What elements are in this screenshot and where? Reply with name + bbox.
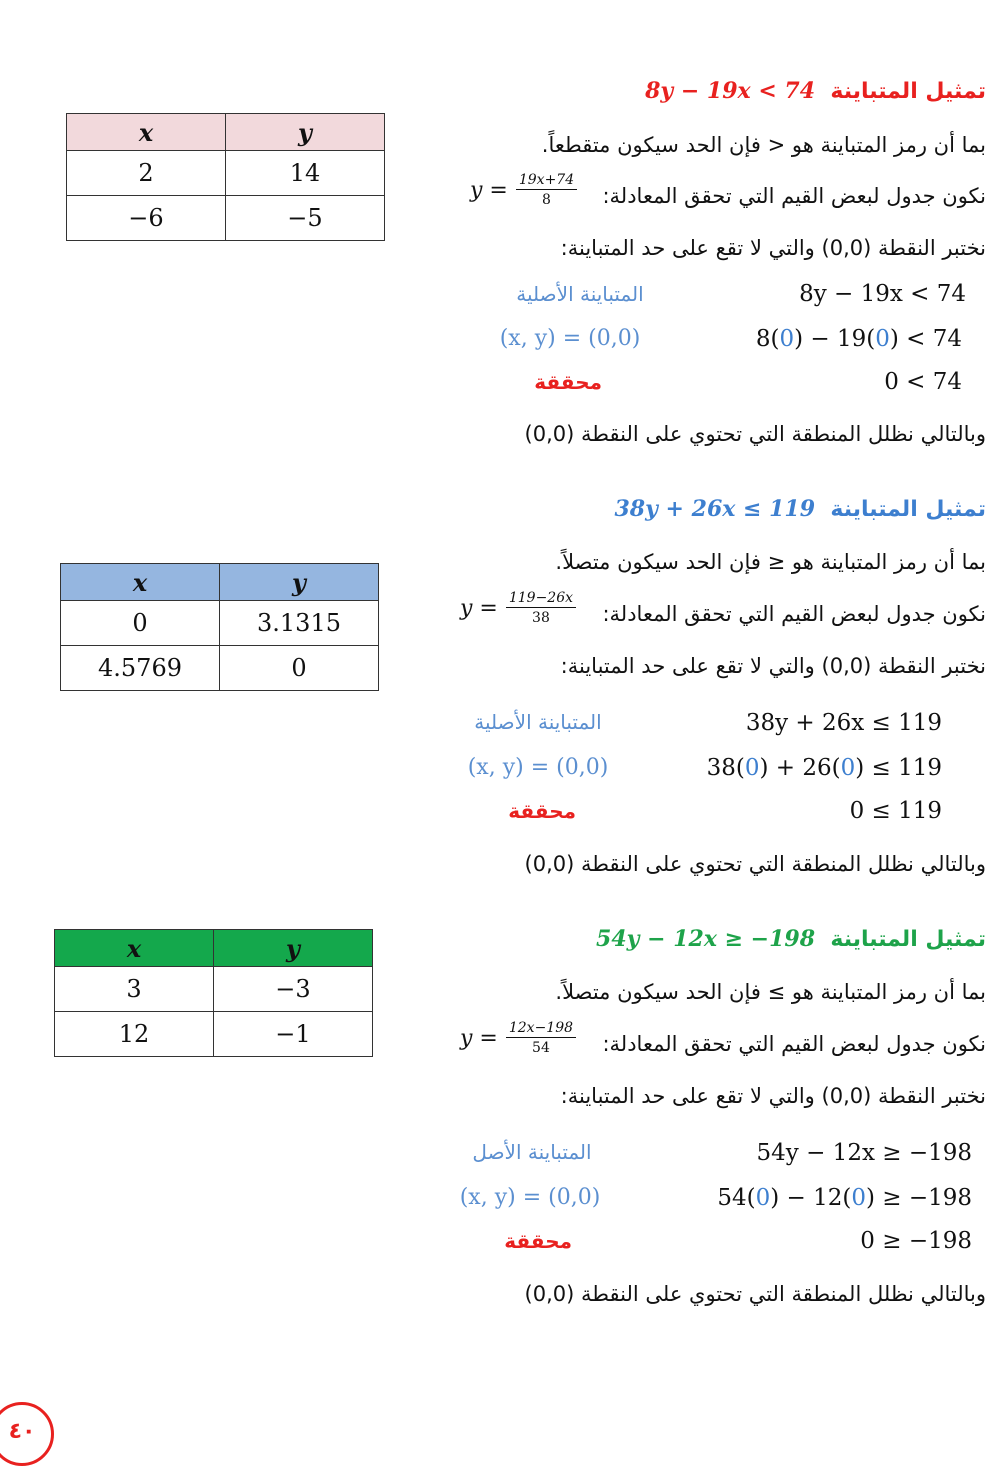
section-1-table-line: نكون جدول لبعض القيم التي تحقق المعادلة: [602,184,986,208]
section-3-equation [460,1020,576,1056]
section-1-step-2-a: 8( [755,326,780,352]
section-1-equation [470,172,577,208]
section-3-title-label: تمثيل المتباينة [830,927,986,952]
table-cell: 12 [55,1012,214,1057]
section-2-equation [460,590,576,626]
section-3-values-table [54,929,373,1057]
section-3-conclusion: وبالتالي نظلل المنطقة التي تحتوي على النقطة (0,0) [524,1282,986,1306]
section-3-step-2 [717,1185,972,1211]
table-header-x: x [67,114,226,151]
table-cell: −5 [226,196,385,241]
table-row [61,601,379,646]
section-2-step-2-note: (x, y) = (0,0) [467,755,609,780]
section-2-test-line: نختبر النقطة (0,0) والتي لا تقع على حد المتباينة: [560,654,986,678]
section-2-equation-fraction [506,590,576,626]
table-row [67,196,385,241]
table-row [61,646,379,691]
section-3-step-2-b: 0 [755,1185,771,1211]
section-3-step-1: 54y − 12x ≥ −198 [756,1140,972,1166]
section-3-step-2-c: ) − 12( [770,1185,852,1211]
table-header-row [55,930,373,967]
section-3-title [596,926,986,952]
section-2-equation-numerator: 119−26x [506,590,576,608]
section-1-equation-lhs: y = [470,177,508,203]
section-2-equation-denominator: 38 [532,610,550,626]
section-2-step-1: 38y + 26x ≤ 119 [745,710,942,736]
section-1-title-label: تمثيل المتباينة [830,79,986,104]
section-2-step-3: 0 ≤ 119 [849,798,942,824]
table-cell: 3.1315 [220,601,379,646]
table-cell: 3 [55,967,214,1012]
table-header-row [61,564,379,601]
section-2-table-line: نكون جدول لبعض القيم التي تحقق المعادلة: [602,602,986,626]
section-1-title-inequality: 8y − 19x < 74 [645,78,816,104]
section-3-step-2-e: ) ≥ −198 [865,1185,972,1211]
section-3-step-1-note: المتباينة الأصل [472,1140,592,1164]
table-header-row [67,114,385,151]
section-1-step-1-note: المتباينة الأصلية [516,282,644,306]
section-2-equation-lhs: y = [460,595,498,621]
section-3-test-line: نختبر النقطة (0,0) والتي لا تقع على حد المتباينة: [560,1084,986,1108]
section-1-test-line: نختبر النقطة (0,0) والتي لا تقع على حد المتباينة: [560,236,986,260]
section-2-title-inequality: 38y + 26x ≤ 119 [614,496,816,522]
section-3-table-line: نكون جدول لبعض القيم التي تحقق المعادلة: [602,1032,986,1056]
table-cell: 0 [220,646,379,691]
section-1-step-3-note: محققة [534,370,602,394]
section-1-equation-numerator: 19x+74 [516,172,577,190]
table-header-y: y [220,564,379,601]
section-1-symbol-line: بما أن رمز المتباينة هو < فإن الحد سيكون متقطعاً. [541,133,986,157]
section-1-step-2-c: ) − 19( [794,326,876,352]
section-2-step-1-note: المتباينة الأصلية [474,710,602,734]
section-3-step-3: 0 ≥ −198 [860,1228,972,1254]
section-3-equation-lhs: y = [460,1025,498,1051]
section-2-step-3-note: محققة [508,799,576,823]
section-3-equation-numerator: 12x−198 [506,1020,576,1038]
section-3-equation-fraction [506,1020,576,1056]
table-header-x: x [61,564,220,601]
table-header-x: x [55,930,214,967]
table-row [55,967,373,1012]
section-1-values-table [66,113,385,241]
section-3-step-3-note: محققة [504,1229,572,1253]
section-2-title [614,496,986,522]
table-cell: 14 [226,151,385,196]
section-1-step-2-d: 0 [875,326,890,352]
section-2-title-label: تمثيل المتباينة [830,497,986,522]
table-row [67,151,385,196]
table-cell: 2 [67,151,226,196]
section-1-title [645,78,986,104]
table-cell: −1 [214,1012,373,1057]
section-2-step-2-c: ) + 26( [759,755,841,781]
section-1-step-2-b: 0 [779,326,795,352]
section-2-symbol-line: بما أن رمز المتباينة هو ≤ فإن الحد سيكون متصلاً. [555,550,986,574]
section-3-step-2-d: 0 [851,1185,866,1211]
section-2-step-2-b: 0 [744,755,760,781]
section-1-step-3: 0 < 74 [884,369,962,395]
table-header-y: y [214,930,373,967]
section-3-title-inequality: 54y − 12x ≥ −198 [596,926,816,952]
section-2-step-2 [707,755,942,781]
section-1-step-2 [756,326,962,352]
table-cell: −6 [67,196,226,241]
section-1-conclusion: وبالتالي نظلل المنطقة التي تحتوي على النقطة (0,0) [524,422,986,446]
table-cell: 4.5769 [61,646,220,691]
section-2-conclusion: وبالتالي نظلل المنطقة التي تحتوي على النقطة (0,0) [524,852,986,876]
table-header-y: y [226,114,385,151]
section-2-step-2-e: ) ≤ 119 [855,755,942,781]
page-number-badge: ٤٠ [0,1402,54,1466]
section-1-step-2-note: (x, y) = (0,0) [499,326,641,351]
table-cell: 0 [61,601,220,646]
section-1-equation-fraction [516,172,577,208]
section-1-step-1: 8y − 19x < 74 [799,281,966,307]
table-row [55,1012,373,1057]
section-3-step-2-note: (x, y) = (0,0) [459,1185,601,1210]
section-2-step-2-d: 0 [840,755,856,781]
section-1-step-2-e: ) < 74 [889,326,962,352]
section-3-step-2-a: 54( [717,1185,756,1211]
table-cell: −3 [214,967,373,1012]
section-3-equation-denominator: 54 [532,1040,550,1056]
section-2-step-2-a: 38( [706,755,745,781]
section-1-equation-denominator: 8 [542,192,551,208]
section-2-values-table [60,563,379,691]
section-3-symbol-line: بما أن رمز المتباينة هو ≥ فإن الحد سيكون متصلاً. [555,980,986,1004]
